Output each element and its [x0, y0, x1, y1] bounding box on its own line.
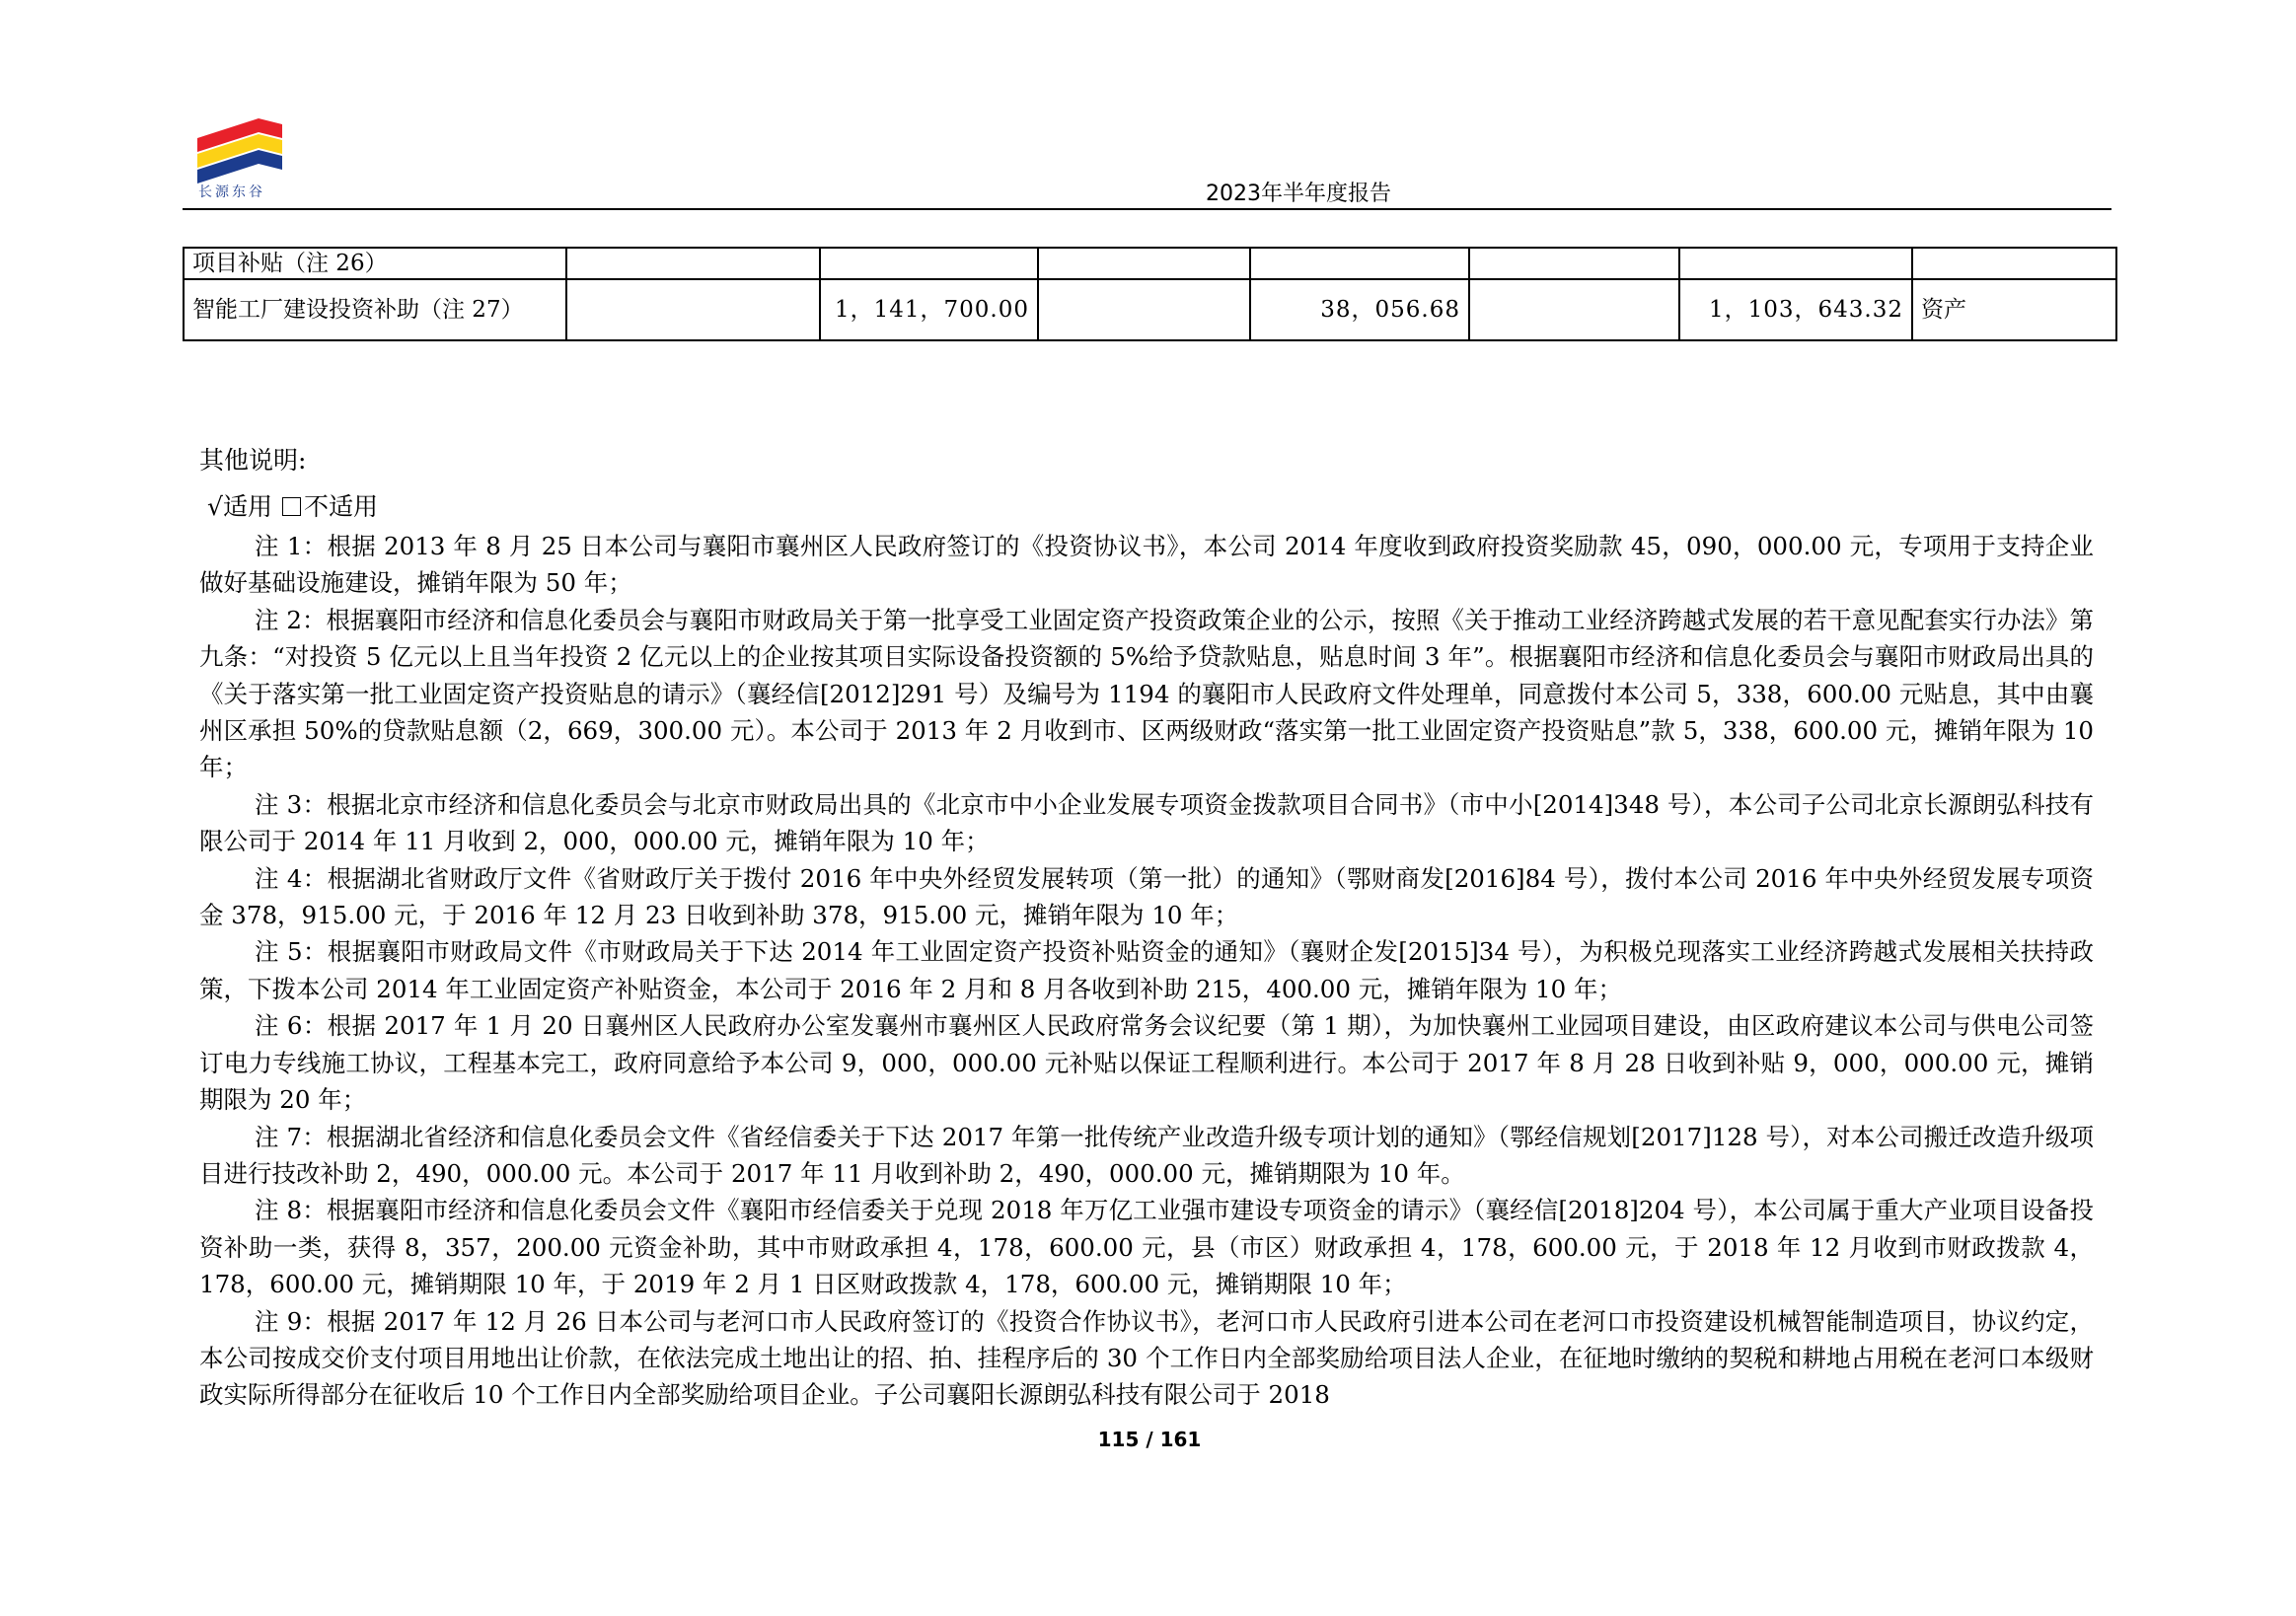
table-cell [1912, 248, 2116, 279]
checkbox-icon [282, 497, 301, 516]
table-cell [1038, 248, 1250, 279]
logo-text: 长源东谷 [198, 184, 265, 200]
applicable-label: 适用 [222, 492, 272, 521]
note-paragraph: 注 2：根据襄阳市经济和信息化委员会与襄阳市财政局关于第一批享受工业固定资产投资政策企业的公示，按照《关于推动工业经济跨越式发展的若干意见配套实行办法》第九条：“对投资 5 亿元以上且当年投资 2 亿元以上的企业按其项目实际设备投资额的 5%给予贷款贴息，贴息时间 3 年”。根据襄阳市经济和信息化委员会与襄阳市财政局出具的《关于落实第一批工业固定资产投资贴息的请示》（襄经信[2012]291 号）及编号为 1194 的襄阳市人民政府文件处理单，同意拨付本公司 5，338，600.00 元贴息，其中由襄州区承担 50%的贷款贴息额（2，669，300.00 元）。本公司于 2013 年 2 月收到市、区两级财政“落实第一批工业固定资产投资贴息”款 5，338，600.00 元，摊销年限为 10 年； [199, 605, 2094, 782]
table-row [184, 248, 2116, 279]
report-title: 2023年半年度报告 [1206, 182, 1391, 206]
table-cell: 资产 [1912, 279, 2116, 340]
table-cell [1469, 279, 1679, 340]
table-cell [566, 279, 820, 340]
table-cell: 1，141，700.00 [820, 279, 1038, 340]
applicability-options [207, 487, 378, 523]
note-paragraph: 注 5：根据襄阳市财政局文件《市财政局关于下达 2014 年工业固定资产投资补贴资金的通知》（襄财企发[2015]34 号），为积极兑现落实工业经济跨越式发展相关扶持政策，下拨本公司 2014 年工业固定资产补贴资金，本公司于 2016 年 2 月和 8 月各收到补助 215，400.00 元，摊销年限为 10 年； [199, 937, 2094, 1003]
table-cell [820, 248, 1038, 279]
table-cell: 项目补贴（注 26） [184, 248, 566, 279]
table-cell [1469, 248, 1679, 279]
other-notes-label: 其他说明: [199, 446, 307, 475]
check-mark-icon: √ [207, 492, 223, 521]
note-paragraph: 注 7：根据湖北省经济和信息化委员会文件《省经信委关于下达 2017 年第一批传统产业改造升级专项计划的通知》（鄂经信规划[2017]128 号），对本公司搬迁改造升级项目进行技改补助 2，490，000.00 元。本公司于 2017 年 11 月收到补助 2，490，000.00 元，摊销期限为 10 年。 [199, 1122, 2094, 1188]
header-divider [183, 208, 2111, 210]
table-row [184, 279, 2116, 340]
table-cell [1250, 248, 1469, 279]
table-cell: 1，103，643.32 [1679, 279, 1912, 340]
table-cell [1038, 279, 1250, 340]
note-paragraph: 注 9：根据 2017 年 12 月 26 日本公司与老河口市人民政府签订的《投资合作协议书》，老河口市人民政府引进本公司在老河口市投资建设机械智能制造项目，协议约定，本公司按成交价支付项目用地出让价款，在依法完成土地出让的招、拍、挂程序后的 30 个工作日内全部奖励给项目法人企业，在征地时缴纳的契税和耕地占用税在老河口本级财政实际所得部分在征收后 10 个工作日内全部奖励给项目企业。子公司襄阳长源朗弘科技有限公司于 2018 [199, 1306, 2094, 1410]
table-cell: 38，056.68 [1250, 279, 1469, 340]
note-paragraph: 注 3：根据北京市经济和信息化委员会与北京市财政局出具的《北京市中小企业发展专项资金拨款项目合同书》（市中小[2014]348 号），本公司子公司北京长源朗弘科技有限公司于 2014 年 11 月收到 2，000，000.00 元，摊销年限为 10 年； [199, 789, 2094, 856]
not-applicable-label: 不适用 [303, 492, 378, 521]
table-cell: 智能工厂建设投资补助（注 27） [184, 279, 566, 340]
table-cell [566, 248, 820, 279]
page-number: 115 / 161 [1097, 1428, 1202, 1451]
note-paragraph: 注 8：根据襄阳市经济和信息化委员会文件《襄阳市经信委关于兑现 2018 年万亿工业强市建设专项资金的请示》（襄经信[2018]204 号），本公司属于重大产业项目设备投资补助一类，获得 8，357，200.00 元资金补助，其中市财政承担 4，178，600.00 元，县（市区）财政承担 4，178，600.00 元，于 2018 年 12 月收到市财政拨款 4，178，600.00 元，摊销期限 10 年，于 2019 年 2 月 1 日区财政拨款 4，178，600.00 元，摊销期限 10 年； [199, 1196, 2094, 1299]
note-paragraph: 注 4：根据湖北省财政厅文件《省财政厅关于拨付 2016 年中央外经贸发展转项（第一批）的通知》（鄂财商发[2016]84 号），拨付本公司 2016 年中央外经贸发展专项资金 378，915.00 元，于 2016 年 12 月 23 日收到补助 378，915.00 元，摊销年限为 10 年； [199, 863, 2094, 930]
note-paragraph: 注 6：根据 2017 年 1 月 20 日襄州区人民政府办公室发襄州市襄州区人民政府常务会议纪要（第 1 期），为加快襄州工业园项目建设，由区政府建议本公司与供电公司签订电力专线施工协议，工程基本完工，政府同意给予本公司 9，000，000.00 元补贴以保证工程顺利进行。本公司于 2017 年 8 月 28 日收到补贴 9，000，000.00 元，摊销期限为 20 年； [199, 1011, 2094, 1115]
table-cell [1679, 248, 1912, 279]
note-paragraph: 注 1：根据 2013 年 8 月 25 日本公司与襄阳市襄州区人民政府签订的《投资协议书》，本公司 2014 年度收到政府投资奖励款 45，090，000.00 元，专项用于支持企业做好基础设施建设，摊销年限为 50 年； [199, 532, 2094, 598]
notes-body [199, 528, 2094, 1414]
government-grant-table [183, 247, 2117, 341]
